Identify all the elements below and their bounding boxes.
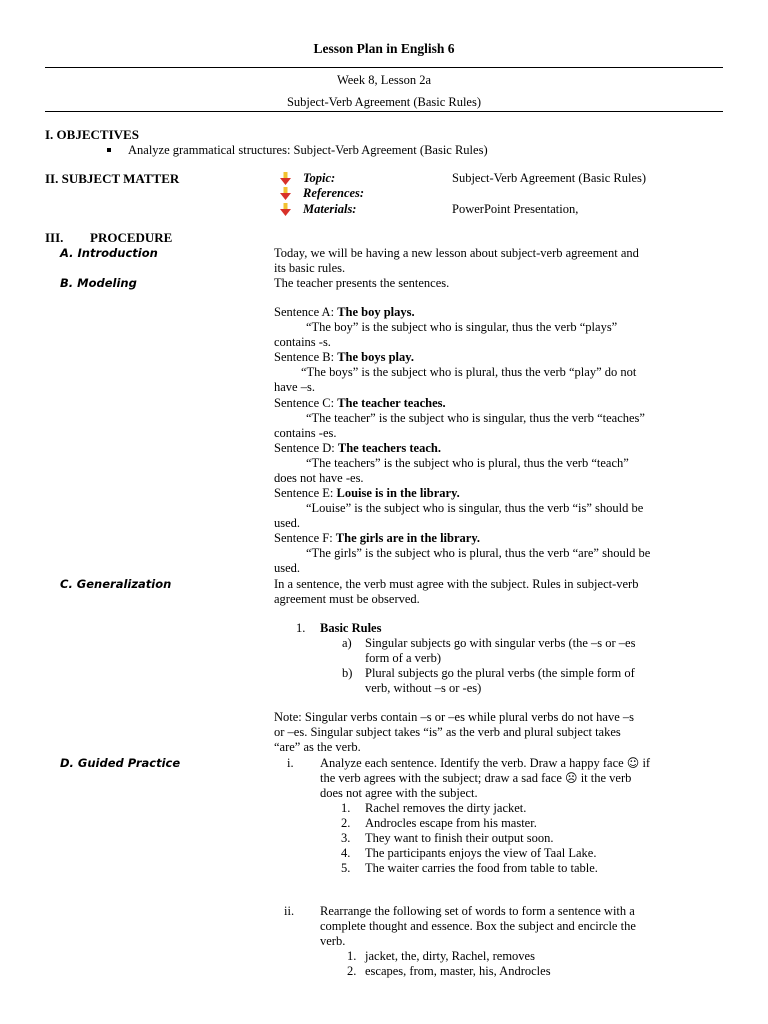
bullet-square-icon xyxy=(107,148,111,152)
objective-item: Analyze grammatical structures: Subject-Verb Agreement (Basic Rules) xyxy=(128,143,488,157)
guided-practice-label: D. Guided Practice xyxy=(60,756,181,770)
practice-item: Rachel removes the dirty jacket. xyxy=(365,801,527,815)
example-sentence: The girls are in the library. xyxy=(335,531,481,545)
arrow-bullet-icon xyxy=(280,203,291,216)
materials-label: Materials: xyxy=(303,202,357,216)
sentence-explanation: “The girls” is the subject who is plural, thus the verb “are” should be xyxy=(306,546,651,560)
document-title: Lesson Plan in English 6 xyxy=(313,41,455,56)
sad-face-icon: ☹ xyxy=(565,771,578,785)
part-i-line: Analyze each sentence. Identify the verb. Draw a happy face ☺ if xyxy=(320,756,651,770)
rule-a-marker: a) xyxy=(342,636,352,650)
example-sentence: Louise is in the library. xyxy=(336,486,460,500)
rearrange-item-number: 2. xyxy=(347,964,357,978)
practice-item: The waiter carries the food from table to table. xyxy=(365,861,598,875)
sentence-line: Sentence C: The teacher teaches. xyxy=(274,396,446,410)
part-i-line: the verb agrees with the subject; draw a sad face ☹ it the verb xyxy=(320,771,632,785)
arrow-bullet-icon xyxy=(280,187,291,200)
note-line: Note: Singular verbs contain –s or –es while plural verbs do not have –s xyxy=(274,710,634,724)
generalization-label: C. Generalization xyxy=(60,577,172,591)
sentence-explanation: used. xyxy=(274,516,301,530)
rearrange-item: escapes, from, master, his, Androcles xyxy=(365,964,551,978)
sentence-explanation: “The boy” is the subject who is singular, thus the verb “plays” xyxy=(306,320,618,334)
rule-b-marker: b) xyxy=(342,666,353,680)
practice-item-number: 1. xyxy=(341,801,351,815)
rule-a-line: Singular subjects go with singular verbs (the –s or –es xyxy=(365,636,636,650)
sentence-line: Sentence D: The teachers teach. xyxy=(274,441,441,455)
header-top-rule xyxy=(45,67,723,68)
references-label: References: xyxy=(303,186,365,200)
part-ii-line: complete thought and essence. Box the subject and encircle the xyxy=(320,919,636,933)
topic-value: Subject-Verb Agreement (Basic Rules) xyxy=(452,171,647,185)
sentence-explanation: have –s. xyxy=(274,380,315,394)
part-ii-marker: ii. xyxy=(284,904,295,918)
sentence-line: Sentence A: The boy plays. xyxy=(274,305,415,319)
part-ii-line: verb. xyxy=(320,934,346,948)
rule-number: 1. xyxy=(296,621,306,635)
practice-item: The participants enjoys the view of Taal Lake. xyxy=(365,846,597,860)
sentence-line: Sentence B: The boys play. xyxy=(274,350,414,364)
rule-b-line: Plural subjects go the plural verbs (the simple form of xyxy=(365,666,635,680)
materials-value: PowerPoint Presentation, xyxy=(452,202,579,216)
note-line: or –es. Singular subject takes “is” as the verb and plural subject takes xyxy=(274,725,621,739)
rearrange-item: jacket, the, dirty, Rachel, removes xyxy=(365,949,535,963)
sentence-explanation: “The teacher” is the subject who is singular, thus the verb “teaches” xyxy=(306,411,645,425)
rule-b-line: verb, without –s or -es) xyxy=(365,681,482,695)
topic-label: Topic: xyxy=(303,171,336,185)
generalization-line: In a sentence, the verb must agree with the subject. Rules in subject-verb xyxy=(274,577,639,591)
sentence-line: Sentence F: The girls are in the library. xyxy=(274,531,481,545)
introduction-line: Today, we will be having a new lesson about subject-verb agreement and xyxy=(274,246,639,260)
sentence-explanation: contains -s. xyxy=(274,335,331,349)
note-line: “are” as the verb. xyxy=(274,740,361,754)
lesson-subtitle: Subject-Verb Agreement (Basic Rules) xyxy=(286,95,482,109)
practice-item-number: 5. xyxy=(341,861,351,875)
modeling-label: B. Modeling xyxy=(60,276,137,290)
sentence-explanation: used. xyxy=(274,561,301,575)
subject-matter-heading: II. SUBJECT MATTER xyxy=(45,171,180,186)
objectives-heading: I. OBJECTIVES xyxy=(45,127,139,142)
introduction-label: A. Introduction xyxy=(60,246,158,260)
practice-item-number: 4. xyxy=(341,846,351,860)
sentence-explanation: contains -es. xyxy=(274,426,337,440)
example-sentence: The teacher teaches. xyxy=(337,396,446,410)
example-sentence: The teachers teach. xyxy=(337,441,441,455)
practice-item-number: 3. xyxy=(341,831,351,845)
rule-title: Basic Rules xyxy=(320,621,382,635)
practice-item-number: 2. xyxy=(341,816,351,830)
practice-item: Androcles escape from his master. xyxy=(365,816,537,830)
introduction-line: its basic rules. xyxy=(274,261,346,275)
happy-face-icon: ☺ xyxy=(626,756,640,770)
part-i-marker: i. xyxy=(287,756,294,770)
procedure-heading-number: III. xyxy=(45,230,64,245)
week-lesson: Week 8, Lesson 2a xyxy=(336,73,432,87)
part-i-line: does not agree with the subject. xyxy=(320,786,478,800)
procedure-heading: PROCEDURE xyxy=(90,230,173,245)
example-sentence: The boy plays. xyxy=(337,305,415,319)
generalization-line: agreement must be observed. xyxy=(274,592,420,606)
sentence-explanation: “Louise” is the subject who is singular, thus the verb “is” should be xyxy=(306,501,644,515)
sentence-explanation: “The teachers” is the subject who is plural, thus the verb “teach” xyxy=(306,456,629,470)
arrow-bullet-icon xyxy=(280,172,291,185)
practice-item: They want to finish their output soon. xyxy=(365,831,554,845)
rearrange-item-number: 1. xyxy=(347,949,357,963)
sentence-line: Sentence E: Louise is in the library. xyxy=(274,486,460,500)
part-ii-line: Rearrange the following set of words to form a sentence with a xyxy=(320,904,635,918)
sentence-explanation: does not have -es. xyxy=(274,471,364,485)
rule-a-line: form of a verb) xyxy=(365,651,442,665)
example-sentence: The boys play. xyxy=(337,350,414,364)
modeling-intro: The teacher presents the sentences. xyxy=(274,276,450,290)
header-bottom-rule xyxy=(45,111,723,112)
sentence-explanation: “The boys” is the subject who is plural, thus the verb “play” do not xyxy=(301,365,637,379)
